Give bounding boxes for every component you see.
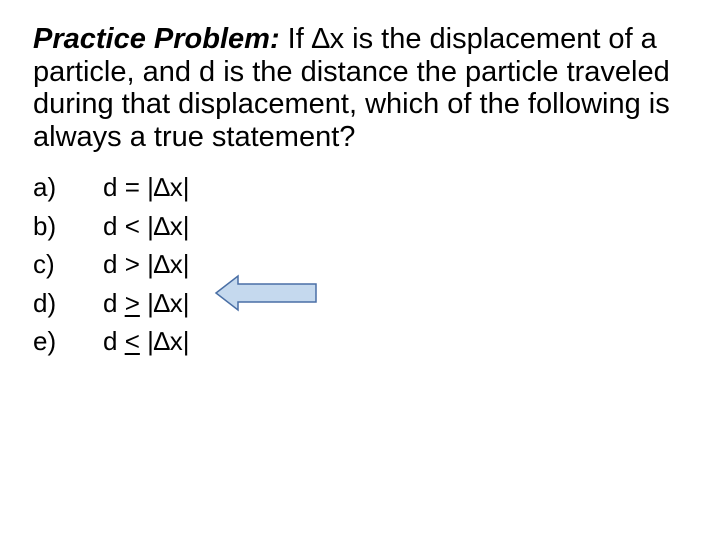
option-e — [33, 322, 190, 361]
option-b-operator: < — [124, 210, 140, 241]
question-body: If ∆x is the displacement of a particle, and d is the distance the particle traveled during that displacement, which of the following is always a true statement? — [33, 23, 670, 153]
option-b-right: |∆x| — [139, 210, 190, 241]
option-a-right: |∆x| — [139, 172, 190, 202]
option-e-operator: < — [124, 326, 140, 356]
option-c — [33, 245, 190, 284]
option-e-text — [103, 322, 190, 361]
option-c-left: d — [103, 249, 125, 279]
option-d-label: d) — [33, 287, 57, 318]
option-d-left: d — [103, 287, 125, 318]
answer-options — [33, 168, 190, 361]
option-e-label: e) — [33, 326, 57, 356]
option-a-label: a) — [33, 172, 57, 202]
option-a-text — [103, 168, 190, 207]
option-c-right: |∆x| — [139, 249, 190, 279]
option-b-label: b) — [33, 210, 57, 241]
left-arrow-icon — [214, 274, 318, 312]
option-b — [33, 207, 190, 246]
option-c-operator: > — [124, 249, 140, 279]
option-a — [33, 168, 190, 207]
question-text — [33, 23, 703, 153]
option-c-text — [103, 245, 190, 284]
option-e-left: d — [103, 326, 125, 356]
question-lead: Practice Problem: — [33, 23, 280, 55]
option-b-text — [103, 207, 190, 246]
option-a-operator: = — [124, 172, 140, 202]
option-d — [33, 284, 190, 323]
option-a-left: d — [103, 172, 125, 202]
option-d-text — [103, 284, 190, 323]
option-e-right: |∆x| — [139, 326, 190, 356]
option-d-operator: > — [124, 287, 140, 318]
option-d-right: |∆x| — [139, 287, 190, 318]
option-b-left: d — [103, 210, 125, 241]
option-c-label: c) — [33, 249, 55, 279]
